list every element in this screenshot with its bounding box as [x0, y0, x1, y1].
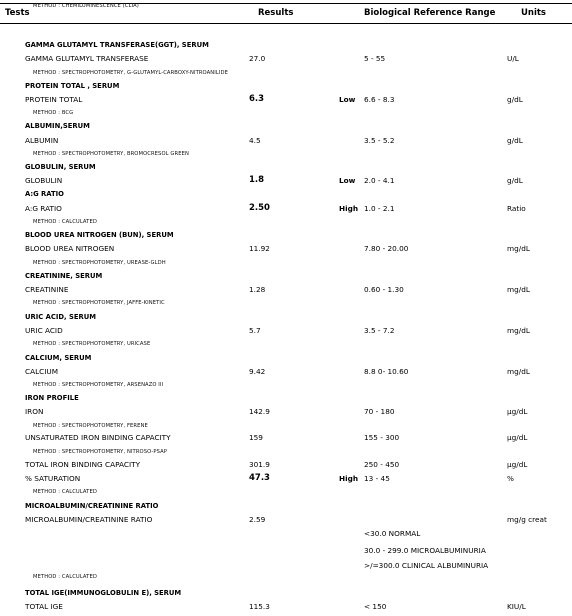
- result-unit: µg/dL: [507, 460, 528, 469]
- result-flag: High: [339, 204, 359, 213]
- method-note-row: [0, 379, 572, 393]
- result-unit: KIU/L: [507, 602, 526, 611]
- reference-range: 2.0 - 4.1: [364, 176, 395, 185]
- section-heading: CALCIUM, SERUM: [25, 354, 92, 362]
- table-row: [0, 601, 572, 615]
- reference-range: 250 - 450: [364, 460, 400, 469]
- section-heading-row: [0, 270, 572, 284]
- section-heading: GAMMA GLUTAMYL TRANSFERASE(GGT), SERUM: [25, 41, 209, 49]
- result-value: 2.59: [249, 515, 266, 524]
- reference-range: 6.6 - 8.3: [364, 95, 395, 104]
- section-heading-row: [0, 311, 572, 325]
- table-row: [0, 284, 572, 298]
- result-value: 4.5: [249, 136, 261, 145]
- test-name: BLOOD UREA NITROGEN: [25, 244, 115, 253]
- reference-range: 5 - 55: [364, 54, 386, 63]
- section-heading: MICROALBUMIN/CREATININE RATIO: [25, 502, 159, 510]
- result-value: 2.50: [249, 203, 270, 213]
- method-note: METHOD : SPECTROPHOTOMETRY, FERENE: [33, 423, 148, 429]
- section-heading-row: [0, 500, 572, 514]
- header-bottom-rule: [0, 23, 572, 24]
- test-name: TOTAL IGE: [25, 602, 63, 611]
- result-unit: mg/g creat: [507, 515, 547, 524]
- result-value: 115.3: [249, 602, 270, 611]
- result-flag: Low: [339, 176, 356, 185]
- table-row: [0, 203, 572, 217]
- table-row: [0, 432, 572, 446]
- method-note-row: [0, 216, 572, 230]
- table-row: [0, 325, 572, 339]
- section-heading-row: [0, 392, 572, 406]
- method-note-row: [0, 486, 572, 500]
- method-note: METHOD : SPECTROPHOTOMETRY, UREASE-GLDH: [33, 260, 166, 266]
- reference-range: 0.60 - 1.30: [364, 285, 404, 294]
- section-heading: PROTEIN TOTAL , SERUM: [25, 82, 120, 90]
- result-value: 301.9: [249, 460, 270, 469]
- section-heading: BLOOD UREA NITROGEN (BUN), SERUM: [25, 231, 174, 239]
- test-name: URIC ACID: [25, 326, 63, 335]
- method-note: METHOD : BCG: [33, 110, 74, 116]
- section-heading-row: [0, 39, 572, 53]
- reference-range-line: >/=300.0 CLINICAL ALBUMINURIA: [364, 561, 489, 570]
- method-note: METHOD : CHEMILUMINESCENCE (CLIA): [33, 3, 139, 9]
- result-value: 1.28: [249, 285, 266, 294]
- reference-range: 70 - 180: [364, 407, 395, 416]
- result-value: 5.7: [249, 326, 261, 335]
- reference-range-line-row: [0, 528, 572, 542]
- reference-range: 155 - 300: [364, 433, 400, 442]
- test-name: TOTAL IRON BINDING CAPACITY: [25, 460, 141, 469]
- section-heading-row: [0, 188, 572, 202]
- test-name: PROTEIN TOTAL: [25, 95, 83, 104]
- reference-range: 3.5 - 5.2: [364, 136, 395, 145]
- result-unit: mg/dL: [507, 285, 530, 294]
- method-note-row: [0, 338, 572, 352]
- test-name: GLOBULIN: [25, 176, 63, 185]
- table-row: [0, 53, 572, 67]
- table-row: [0, 243, 572, 257]
- test-name: UNSATURATED IRON BINDING CAPACITY: [25, 433, 171, 442]
- section-heading: URIC ACID, SERUM: [25, 313, 97, 321]
- table-row: [0, 175, 572, 189]
- result-value: 142.9: [249, 407, 270, 416]
- method-note: METHOD : CALCULATED: [33, 219, 97, 225]
- result-unit: mg/dL: [507, 326, 530, 335]
- method-note: METHOD : SPECTROPHOTOMETRY, G-GLUTAMYL-CARBOXY-NITROANILIDE: [33, 70, 229, 76]
- method-note: METHOD : SPECTROPHOTOMETRY, JAFFE-KINETIC: [33, 300, 165, 306]
- section-heading: ALBUMIN,SERUM: [25, 122, 90, 130]
- section-heading-row: [0, 587, 572, 601]
- reference-range: < 150: [364, 602, 387, 611]
- section-heading-row: [0, 120, 572, 134]
- table-row: [0, 94, 572, 108]
- test-name: % SATURATION: [25, 474, 81, 483]
- result-flag: High: [339, 474, 359, 483]
- section-heading: GLOBULIN, SERUM: [25, 163, 96, 171]
- result-value: 9.42: [249, 367, 266, 376]
- method-note: METHOD : SPECTROPHOTOMETRY, ARSENAZO III: [33, 382, 164, 388]
- result-unit: mg/dL: [507, 244, 530, 253]
- test-name: CALCIUM: [25, 367, 59, 376]
- section-heading-row: [0, 80, 572, 94]
- reference-range: 8.8 0- 10.60: [364, 367, 409, 376]
- result-flag: Low: [339, 95, 356, 104]
- test-name: ALBUMIN: [25, 136, 59, 145]
- header-tests: Tests: [5, 8, 30, 18]
- section-heading: CREATININE, SERUM: [25, 272, 103, 280]
- reference-range: 3.5 - 7.2: [364, 326, 395, 335]
- table-row: [0, 473, 572, 487]
- result-unit: µg/dL: [507, 407, 528, 416]
- method-note: METHOD : CALCULATED: [33, 574, 97, 580]
- test-name: A:G RATIO: [25, 204, 62, 213]
- reference-range: 13 - 45: [364, 474, 390, 483]
- method-note: METHOD : CALCULATED: [33, 489, 97, 495]
- section-heading-row: [0, 161, 572, 175]
- result-unit: %: [507, 474, 514, 483]
- section-heading-row: [0, 229, 572, 243]
- result-value: 11.92: [249, 244, 270, 253]
- test-name: CREATININE: [25, 285, 69, 294]
- method-note-row: [0, 257, 572, 271]
- method-note-row: [0, 571, 572, 585]
- reference-range-line: 30.0 - 299.0 MICROALBUMINURIA: [364, 546, 486, 555]
- test-name: IRON: [25, 407, 44, 416]
- section-heading: TOTAL IGE(IMMUNOGLOBULIN E), SERUM: [25, 589, 182, 597]
- header-results: Results: [258, 8, 294, 18]
- table-row: [0, 459, 572, 473]
- section-heading: A:G RATIO: [25, 190, 64, 198]
- table-row: [0, 514, 572, 528]
- result-value: 47.3: [249, 473, 270, 483]
- method-note-row: [0, 446, 572, 460]
- section-heading: IRON PROFILE: [25, 394, 79, 402]
- reference-range-line-row: [0, 545, 572, 559]
- method-note-row: [0, 107, 572, 121]
- result-unit: µg/dL: [507, 433, 528, 442]
- method-note: METHOD : SPECTROPHOTOMETRY, BROMOCRESOL GREEN: [33, 151, 189, 157]
- reference-range-line: <30.0 NORMAL: [364, 529, 421, 538]
- result-value: 27.0: [249, 54, 266, 63]
- table-row: [0, 366, 572, 380]
- result-unit: U/L: [507, 54, 519, 63]
- test-name: MICROALBUMIN/CREATININE RATIO: [25, 515, 153, 524]
- result-value: 159: [249, 433, 263, 442]
- method-note-row: [0, 0, 572, 14]
- reference-range: 7.80 - 20.00: [364, 244, 409, 253]
- table-row: [0, 406, 572, 420]
- result-value: 6.3: [249, 94, 265, 104]
- method-note: METHOD : SPECTROPHOTOMETRY, URICASE: [33, 341, 151, 347]
- table-row: [0, 135, 572, 149]
- result-unit: mg/dL: [507, 367, 530, 376]
- method-note-row: [0, 148, 572, 162]
- method-note-row: [0, 297, 572, 311]
- header-units: Units: [521, 8, 546, 18]
- result-unit: g/dL: [507, 136, 523, 145]
- reference-range: 1.0 - 2.1: [364, 204, 395, 213]
- section-heading-row: [0, 352, 572, 366]
- result-unit: g/dL: [507, 95, 523, 104]
- method-note: METHOD : SPECTROPHOTOMETRY, NITROSO-PSAP: [33, 449, 168, 455]
- result-unit: g/dL: [507, 176, 523, 185]
- test-name: GAMMA GLUTAMYL TRANSFERASE: [25, 54, 149, 63]
- method-note-row: [0, 67, 572, 81]
- header-reference-range: Biological Reference Range: [364, 8, 496, 18]
- result-value: 1.8: [249, 175, 265, 185]
- result-unit: Ratio: [507, 204, 526, 213]
